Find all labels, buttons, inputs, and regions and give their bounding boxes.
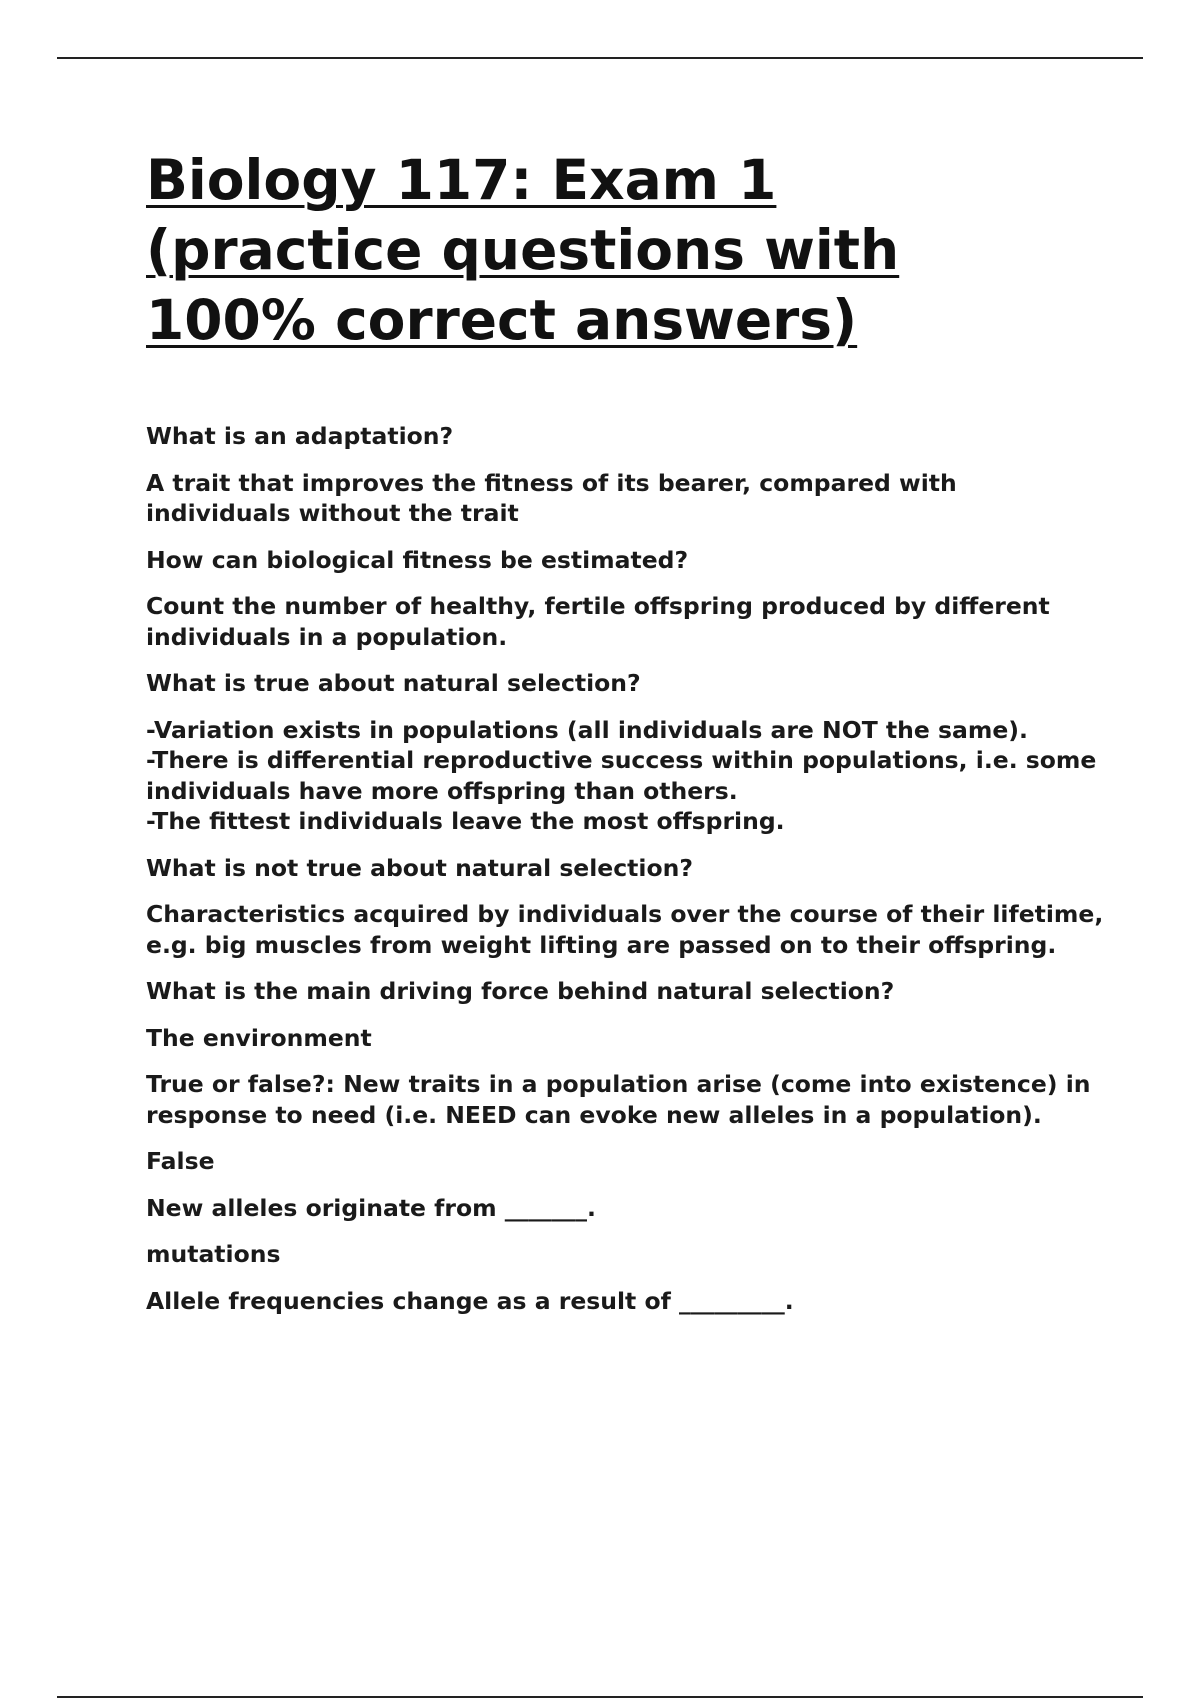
question-4: What is not true about natural selection? xyxy=(146,853,693,882)
answer-3-line-3: -The fittest individuals leave the most offspring. xyxy=(146,807,785,835)
title-line-2: (practice questions with xyxy=(146,218,900,282)
answer-2: Count the number of healthy, fertile offspring produced by different individuals in a population. xyxy=(146,592,1050,651)
question-3: What is true about natural selection? xyxy=(146,669,641,697)
question-8: Allele frequencies change as a result of _________. xyxy=(146,1286,794,1315)
page-content xyxy=(146,145,1106,1316)
question-1: What is an adaptation? xyxy=(146,422,454,450)
answer-3-line-2: -There is differential reproductive success within populations, i.e. some individuals have more offspring than others. xyxy=(146,746,1097,805)
title-line-1: Biology 117: Exam 1 xyxy=(146,148,777,212)
answer-3-line-1: -Variation exists in populations (all individuals are NOT the same). xyxy=(146,715,1028,744)
answer-4: Characteristics acquired by individuals over the course of their lifetime, e.g. big muscles from weight lifting are passed on to their offspring. xyxy=(146,900,1104,959)
title-line-3: 100% correct answers) xyxy=(146,288,858,352)
answer-7: mutations xyxy=(146,1240,281,1268)
answer-5: The environment xyxy=(146,1023,372,1052)
question-7: New alleles originate from _______. xyxy=(146,1193,596,1222)
page-title xyxy=(146,145,1106,355)
answer-1: A trait that improves the fitness of its bearer, compared with individuals without the trait xyxy=(146,468,957,527)
answer-3 xyxy=(146,715,1106,837)
answer-6: False xyxy=(146,1147,215,1175)
qa-list xyxy=(146,421,1106,1316)
question-6: True or false?: New traits in a population arise (come into existence) in response to need (i.e. NEED can evoke new alleles in a population). xyxy=(146,1070,1091,1129)
bottom-rule xyxy=(57,1696,1143,1698)
top-rule xyxy=(57,57,1143,59)
question-5: What is the main driving force behind natural selection? xyxy=(146,977,895,1005)
question-2: How can biological fitness be estimated? xyxy=(146,545,689,574)
